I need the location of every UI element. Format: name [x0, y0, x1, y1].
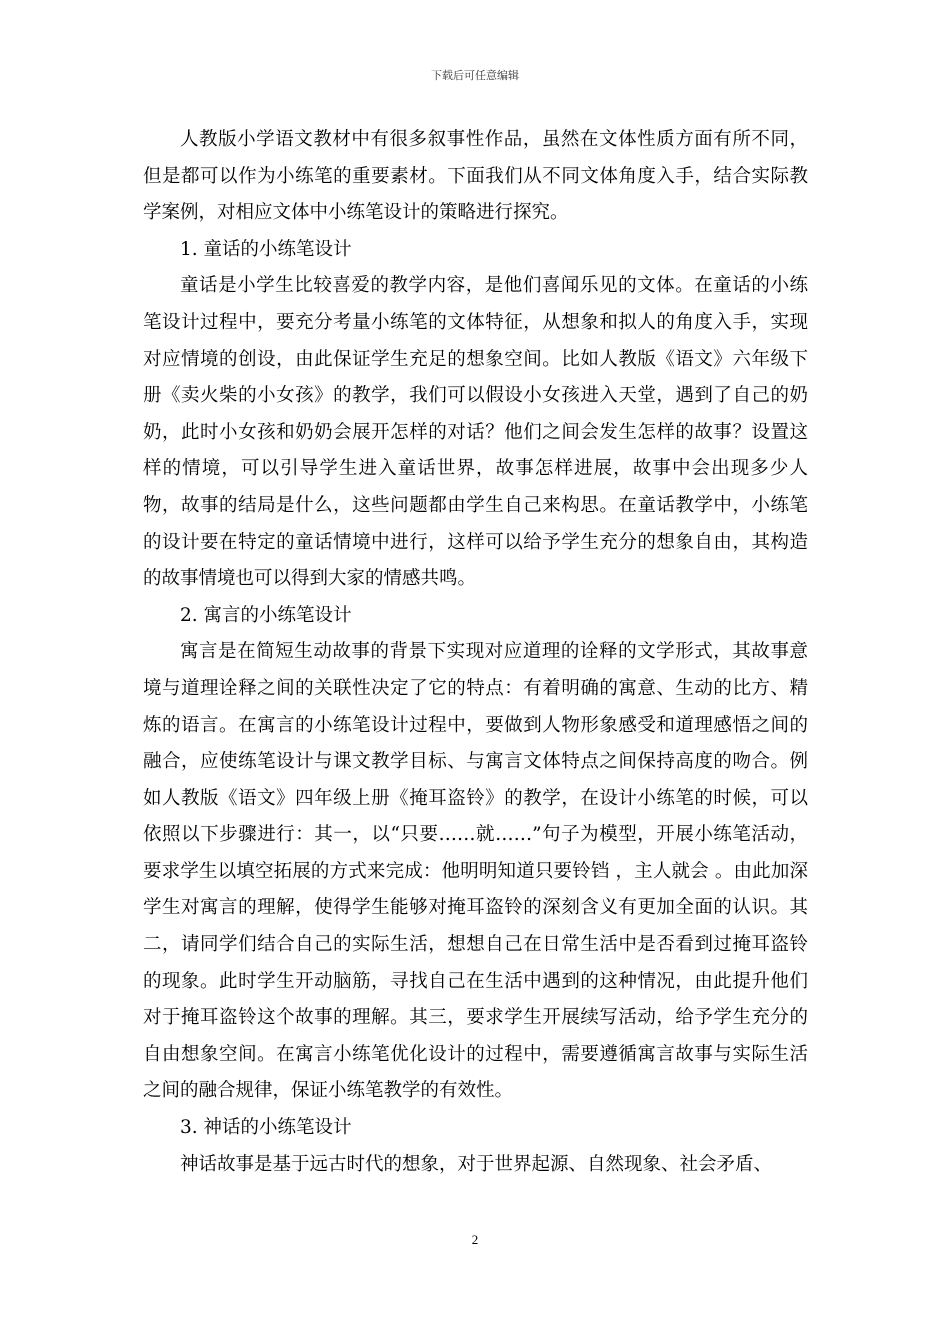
document-body [143, 122, 808, 1183]
section-heading-fable: 2. 寓言的小练笔设计 [180, 604, 352, 626]
page-number: 2 [471, 1232, 479, 1247]
paragraph-fable: 寓言是在简短生动故事的背景下实现对应道理的诠释的文学形式，其故事意境与道理诠释之间的关联性决定了它的特点：有着明确的寓意、生动的比方、精炼的语言。在寓言的小练笔设计过程中，要做到人物形象感受和道理感悟之间的融合，应使练笔设计与课文教学目标、与寓言文体特点之间保持高度的吻合。例如人教版《语文》四年级上册《掩耳盗铃》的教学，在设计小练笔的时候，可以依照以下步骤进行：其一，以“只要……就……”句子为模型，开展小练笔活动，要求学生以填空拓展的方式来完成：他明明知道只要铃铛 ，主人就会 。由此加深学生对寓言的理解，使得学生能够对掩耳盗铃的深刻含义有更加全面的认识。其二，请同学们结合自己的实际生活，想想自己在日常生活中是否看到过掩耳盗铃的现象。此时学生开动脑筋，寻找自己在生活中遇到的这种情况，由此提升他们对于掩耳盗铃这个故事的理解。其三，要求学生开展续写活动，给予学生充分的自由想象空间。在寓言小练笔优化设计的过程中，需要遵循寓言故事与实际生活之间的融合规律，保证小练笔教学的有效性。 [143, 641, 808, 1102]
section-heading-myth: 3. 神话的小练笔设计 [180, 1117, 352, 1139]
paragraph-intro: 人教版小学语文教材中有很多叙事性作品，虽然在文体性质方面有所不同，但是都可以作为小练笔的重要素材。下面我们从不同文体角度入手，结合实际教学案例，对相应文体中小练笔设计的策略进行探究。 [143, 129, 808, 224]
page-header: 下载后可任意编辑 [431, 69, 519, 82]
paragraph-myth: 神话故事是基于远古时代的想象，对于世界起源、自然现象、社会矛盾、 [180, 1153, 773, 1175]
paragraph-fairy-tale: 童话是小学生比较喜爱的教学内容，是他们喜闻乐见的文体。在童话的小练笔设计过程中，要充分考量小练笔的文体特征，从想象和拟人的角度入手，实现对应情境的创设，由此保证学生充足的想象空间。比如人教版《语文》六年级下册《卖火柴的小女孩》的教学，我们可以假设小女孩进入天堂，遇到了自己的奶奶，此时小女孩和奶奶会展开怎样的对话？他们之间会发生怎样的故事？设置这样的情境，可以引导学生进入童话世界，故事怎样进展，故事中会出现多少人物，故事的结局是什么，这些问题都由学生自己来构思。在童话教学中，小练笔的设计要在特定的童话情境中进行，这样可以给予学生充分的想象自由，其构造的故事情境也可以得到大家的情感共鸣。 [143, 275, 808, 590]
section-heading-fairy-tale: 1. 童话的小练笔设计 [180, 238, 352, 260]
